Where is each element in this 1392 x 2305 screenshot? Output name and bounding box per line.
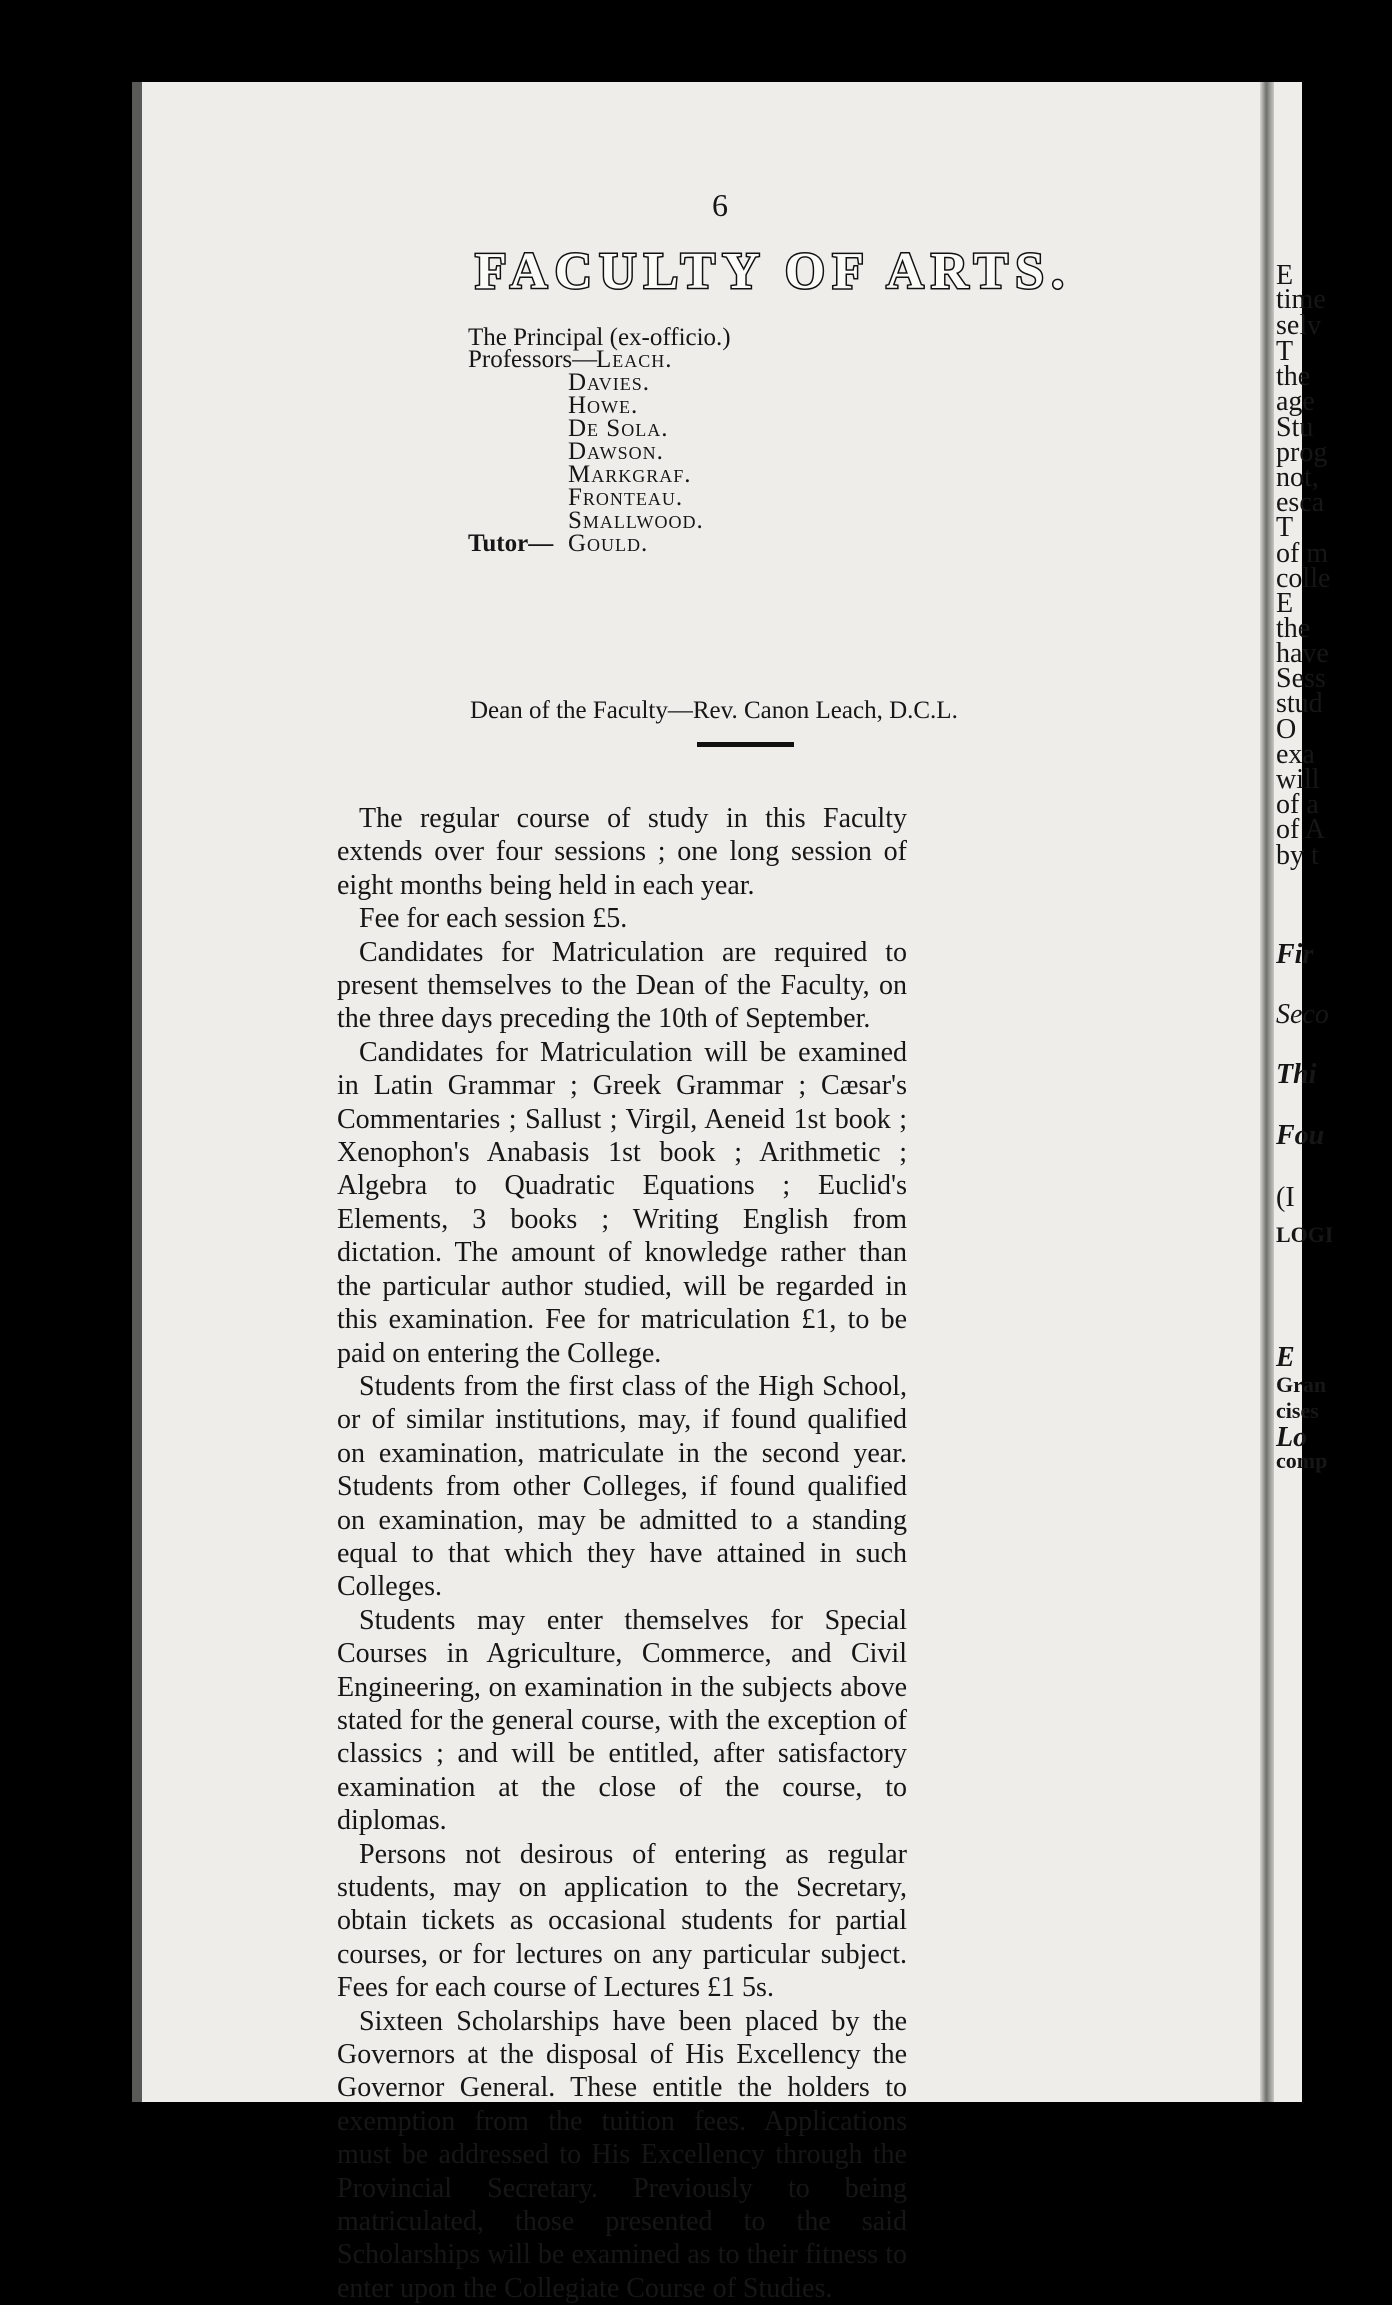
paragraph: Fee for each session £5. (359, 903, 628, 935)
right-page-fragment: of m (1276, 538, 1329, 569)
right-page-fragment: T (1276, 512, 1294, 543)
right-page-fragment: LOGI (1276, 1222, 1334, 1247)
right-page-fragment: Seco (1276, 999, 1329, 1030)
right-page-fragment: time (1276, 284, 1326, 315)
right-page-fragment: Fir (1276, 939, 1314, 970)
right-page-fragment: the (1276, 361, 1311, 392)
right-page-fragment: Fou (1276, 1120, 1325, 1151)
right-page-fragment: by t (1276, 840, 1319, 871)
right-page-fragment: age (1276, 386, 1315, 417)
right-page-fragment: Thi (1276, 1059, 1317, 1090)
right-page-fragment: Lo (1276, 1422, 1308, 1453)
right-page-fragment: exa (1276, 739, 1315, 770)
professor-name: Markgraf. (568, 461, 692, 488)
section-rule (697, 742, 794, 747)
right-page-fragment: E (1276, 588, 1294, 619)
paragraph: Candidates for Matriculation will be examined in Latin Grammar ; Greek Grammar ; Cæsar's Commentaries ; Sallust ; Virgil, Aeneid 1st book ; Xenophon's Anabasis 1st book ; Arithmetic ; Algebra to Quadratic Equations ; Euclid's Elements, 3 books ; Writing English from dictation. The amount of knowledge rather than the particular author studied, will be regarded in this examination. Fee for matriculation £1, to be paid on entering the College. (337, 1036, 907, 1369)
dean-line: Dean of the Faculty—Rev. Canon Leach, D.C.L. (470, 697, 958, 724)
paragraph: The regular course of study in this Faculty extends over four sessions ; one long session of eight months being held in each year. (337, 803, 907, 901)
paragraph: Sixteen Scholarships have been placed by the Governors at the disposal of His Excellency the Governor General. These entitle the holders to exemption from the tuition fees. Applications must be addressed to His Excellency through the Provincial Secretary. Previously to being matriculated, those presented to the said Scholarships will be examined as to their fitness to enter upon the Collegiate Course of Studies. (337, 2005, 907, 2304)
right-page-fragment: E (1276, 1342, 1295, 1373)
principal-line: The Principal (ex-officio.) (468, 324, 731, 351)
professors-label: Professors— (468, 346, 598, 373)
right-page-fragment: colle (1276, 563, 1331, 594)
right-page-fragment: Stu (1276, 412, 1314, 443)
paragraph: Students may enter themselves for Special Courses in Agriculture, Commerce, and Civil Engineering, on examination in the subjects above stated for the general course, with the exception of classics ; and will be entitled, after satisfactory examination at the close of the course, to diplomas. (337, 1604, 907, 1837)
professor-name: Leach. (596, 346, 673, 373)
right-page-fragment: cises (1276, 1398, 1319, 1423)
page-left-edge (132, 82, 142, 2102)
professor-name: Smallwood. (568, 507, 704, 534)
paragraph: Candidates for Matriculation are required to present themselves to the Dean of the Faculty, on the three days preceding the 10th of September. (337, 936, 907, 1035)
professor-name: De Sola. (568, 415, 669, 442)
professor-name: Fronteau. (568, 484, 684, 511)
right-page-fragment: have (1276, 638, 1329, 669)
right-page-fragment: not, (1276, 462, 1319, 493)
right-page-fragment: esca (1276, 487, 1325, 518)
right-page-fragment: selv (1276, 310, 1322, 341)
paragraph: Students from the first class of the High School, or of similar institutions, may, if found qualified on examination, matriculate in the second year. Students from other Colleges, if found qualified on examination, may be admitted to a standing equal to that which they have attained in such Colleges. (337, 1370, 907, 1603)
book-gutter (1260, 82, 1274, 2102)
right-page-fragment: comp (1276, 1448, 1328, 1473)
tutor-name: Gould. (568, 530, 649, 557)
page-number: 6 (712, 187, 728, 223)
scanned-page (132, 82, 1334, 2304)
right-page-fragment: stud (1276, 688, 1323, 719)
professor-name: Dawson. (568, 438, 664, 465)
right-page-fragment: of a (1276, 789, 1319, 820)
paragraph: Persons not desirous of entering as regular students, may on application to the Secretary, obtain tickets as occasional students for partial courses, or for lectures on any particular subject. Fees for each course of Lectures £1 5s. (337, 1838, 907, 2004)
right-page-fragment: the (1276, 613, 1311, 644)
right-page-fragment: of A (1276, 814, 1325, 845)
right-page-fragment: (I (1276, 1182, 1295, 1213)
right-page-fragment: prog (1276, 437, 1328, 468)
tutor-label: Tutor— (468, 530, 554, 557)
right-page-fragment: O (1276, 714, 1297, 745)
body-text (337, 802, 907, 2305)
right-page-fragment: Gran (1276, 1372, 1327, 1397)
right-page-fragment: E (1276, 260, 1294, 291)
right-page-fragment: Sess (1276, 663, 1326, 694)
right-page-fragment: will (1276, 764, 1320, 795)
professor-name: Howe. (568, 392, 639, 419)
page-title: FACULTY OF ARTS. (475, 243, 1072, 300)
right-page-fragment: T (1276, 336, 1294, 367)
professor-name: Davies. (568, 369, 650, 396)
